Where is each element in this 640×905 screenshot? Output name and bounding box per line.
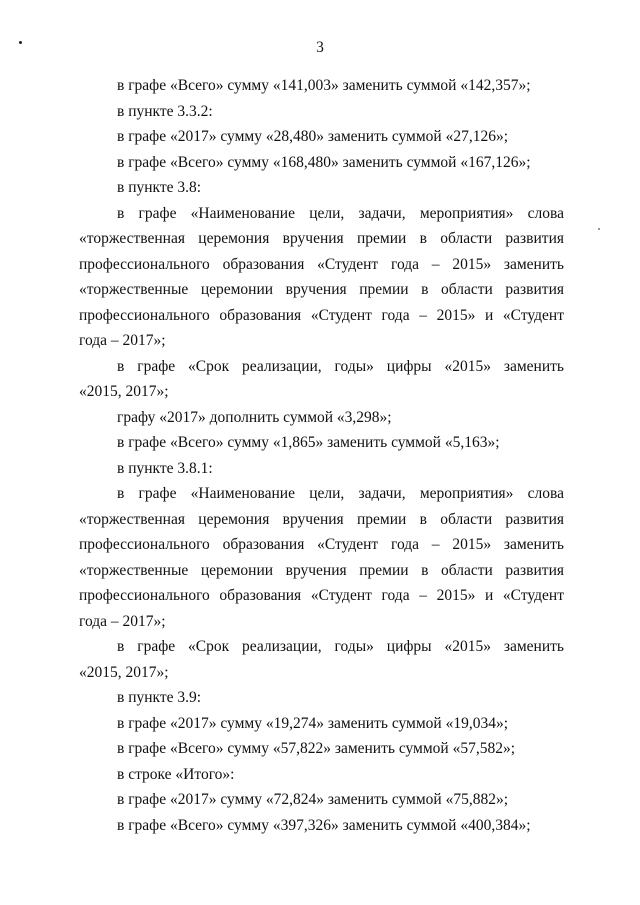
text-line: профессионального образования «Студент года – 2015» и «Студент bbox=[79, 587, 564, 604]
text-line: «2015, 2017»; bbox=[79, 663, 169, 681]
text-line: в пункте 3.8: bbox=[117, 179, 202, 196]
text-line: в графе «Наименование цели, задачи, мероприятия» слова bbox=[117, 485, 564, 502]
text-line: «2015, 2017»; bbox=[79, 383, 169, 400]
text-line: в пункте 3.8.1: bbox=[117, 459, 213, 477]
text-line: «торжественная церемония вручения премии в области развития bbox=[79, 230, 564, 247]
text-line: в графе «2017» сумму «28,480» заменить суммой «27,126»; bbox=[117, 128, 509, 145]
page-number: 3 bbox=[316, 39, 324, 56]
text-line: профессионального образования «Студент года – 2015» заменить bbox=[79, 255, 564, 273]
text-line: в графе «Наименование цели, задачи, мероприятия» слова bbox=[117, 204, 564, 222]
text-line: в графе «Срок реализации, годы» цифры «2015» заменить bbox=[117, 638, 564, 655]
text-line: года – 2017»; bbox=[79, 332, 166, 349]
text-line: «торжественные церемонии вручения премии в области развития bbox=[79, 561, 564, 579]
text-line: в графе «2017» сумму «19,274» заменить суммой «19,034»; bbox=[117, 714, 509, 732]
text-line: в графе «Всего» сумму «1,865» заменить суммой «5,163»; bbox=[117, 434, 500, 451]
text-line: «торжественная церемония вручения премии в области развития bbox=[79, 510, 564, 528]
text-line: графу «2017» дополнить суммой «3,298»; bbox=[117, 408, 392, 426]
text-line: «торжественные церемонии вручения премии в области развития bbox=[79, 281, 564, 298]
scan-speck bbox=[598, 228, 600, 230]
text-line: в графе «Срок реализации, годы» цифры «2015» заменить bbox=[117, 357, 564, 375]
text-line: в пункте 3.3.2: bbox=[117, 102, 213, 120]
text-line: в графе «2017» сумму «72,824» заменить суммой «75,882»; bbox=[117, 791, 509, 808]
text-line: в строке «Итого»: bbox=[117, 765, 235, 783]
text-line: в графе «Всего» сумму «397,326» заменить суммой «400,384»; bbox=[117, 816, 531, 834]
text-line: профессионального образования «Студент года – 2015» и «Студент bbox=[79, 306, 564, 324]
text-line: в графе «Всего» сумму «168,480» заменить суммой «167,126»; bbox=[117, 153, 531, 171]
text-line: в пункте 3.9: bbox=[117, 689, 202, 706]
text-line: профессионального образования «Студент года – 2015» заменить bbox=[79, 536, 564, 553]
text-line: в графе «Всего» сумму «141,003» заменить суммой «142,357»; bbox=[117, 77, 531, 94]
text-line: в графе «Всего» сумму «57,822» заменить суммой «57,582»; bbox=[117, 740, 516, 757]
text-line: года – 2017»; bbox=[79, 612, 166, 630]
document-body bbox=[79, 73, 564, 838]
